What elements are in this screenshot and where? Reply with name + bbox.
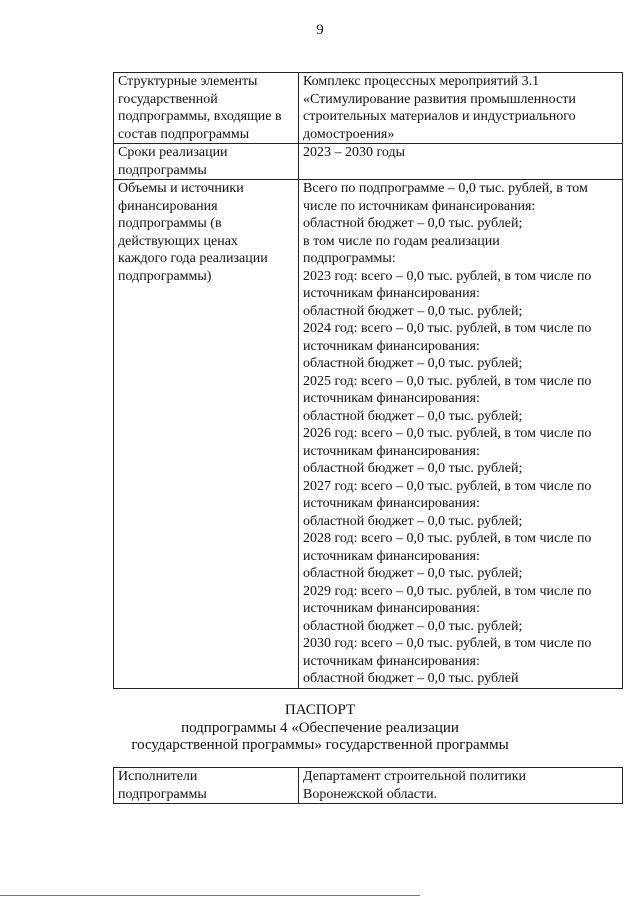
label-line: Сроки реализации <box>118 145 228 160</box>
value-line: областной бюджет – 0,0 тыс. рублей; <box>303 513 523 529</box>
table-row <box>114 180 623 689</box>
value-line: областной бюджет – 0,0 тыс. рублей; <box>303 408 523 424</box>
value-line: источникам финансирования: <box>303 338 480 354</box>
value-line: источникам финансирования: <box>303 496 480 511</box>
value-line: 2023 год: всего – 0,0 тыс. рублей, в том числе по <box>303 268 592 284</box>
label-line: подпрограммы, входящие в <box>118 109 282 124</box>
table-row <box>114 768 623 804</box>
row-label-cell <box>114 180 299 689</box>
value-line: областной бюджет – 0,0 тыс. рублей; <box>303 618 523 634</box>
row-label-cell <box>114 73 299 144</box>
value-line: источникам финансирования: <box>303 601 480 616</box>
row-value-cell <box>299 180 623 689</box>
value-line: областной бюджет – 0,0 тыс. рублей; <box>303 303 523 319</box>
value-line: 2028 год: всего – 0,0 тыс. рублей, в том числе по <box>303 531 592 546</box>
label-line: Объемы и источники <box>118 181 244 196</box>
value-line: 2024 год: всего – 0,0 тыс. рублей, в том числе по <box>303 321 592 336</box>
section-heading <box>0 702 640 755</box>
label-line: подпрограммы <box>118 162 207 178</box>
value-line: источникам финансирования: <box>303 286 480 301</box>
label-line: Исполнители <box>118 769 198 784</box>
value-line: областной бюджет – 0,0 тыс. рублей; <box>303 461 523 476</box>
label-line: подпрограммы (в <box>118 216 222 231</box>
value-line: источникам финансирования: <box>303 653 480 669</box>
value-line: Всего по подпрограмме – 0,0 тыс. рублей, в том <box>303 181 588 196</box>
label-line: состав подпрограммы <box>118 126 250 142</box>
value-line: подпрограммы: <box>303 251 396 266</box>
label-line: подпрограммы) <box>118 268 212 284</box>
value-line: источникам финансирования: <box>303 548 480 564</box>
row-value-cell <box>299 73 623 144</box>
value-line: 2025 год: всего – 0,0 тыс. рублей, в том числе по <box>303 373 592 389</box>
value-line: «Стимулирование развития промышленности <box>303 91 576 107</box>
value-line: числе по источникам финансирования: <box>303 198 536 214</box>
value-line: Департамент строительной политики <box>303 769 527 784</box>
value-line: 2027 год: всего – 0,0 тыс. рублей, в том числе по <box>303 478 592 494</box>
section-subtitle-line-1: подпрограммы 4 «Обеспечение реализации <box>181 719 459 736</box>
page-number: 9 <box>316 22 324 38</box>
passport-table-top-body <box>114 73 623 689</box>
value-line: областной бюджет – 0,0 тыс. рублей; <box>303 566 523 581</box>
passport-table-top <box>113 72 623 689</box>
table-row <box>114 73 623 144</box>
label-line: Структурные элементы <box>118 74 258 89</box>
value-line: областной бюджет – 0,0 тыс. рублей; <box>303 216 523 231</box>
label-line: действующих ценах <box>118 233 238 249</box>
value-line: 2030 год: всего – 0,0 тыс. рублей, в том числе по <box>303 636 592 651</box>
value-line: 2029 год: всего – 0,0 тыс. рублей, в том числе по <box>303 583 592 599</box>
section-subtitle-line-2: государственной программы» государственной программы <box>131 737 509 753</box>
passport-table-bottom <box>113 767 623 804</box>
value-line: источникам финансирования: <box>303 391 480 406</box>
value-line: областной бюджет – 0,0 тыс. рублей; <box>303 356 523 371</box>
value-line: Воронежской области. <box>303 786 438 802</box>
value-line: областной бюджет – 0,0 тыс. рублей <box>303 671 519 686</box>
footer-rule <box>0 895 420 896</box>
passport-table-bottom-body <box>114 768 623 804</box>
label-line: подпрограммы <box>118 786 207 802</box>
section-title: ПАСПОРТ <box>284 702 356 718</box>
label-line: каждого года реализации <box>118 251 268 266</box>
value-line: 2023 – 2030 годы <box>303 145 406 160</box>
value-line: Комплекс процессных мероприятий 3.1 <box>303 74 540 89</box>
row-value-cell <box>299 768 623 804</box>
label-line: финансирования <box>118 198 218 214</box>
row-value-cell <box>299 144 623 180</box>
value-line: домостроения» <box>303 126 395 142</box>
table-row <box>114 144 623 180</box>
value-line: 2026 год: всего – 0,0 тыс. рублей, в том числе по <box>303 426 592 441</box>
value-line: строительных материалов и индустриального <box>303 109 576 124</box>
label-line: государственной <box>118 91 218 107</box>
row-label-cell <box>114 144 299 180</box>
value-line: источникам финансирования: <box>303 443 480 459</box>
row-label-cell <box>114 768 299 804</box>
value-line: в том числе по годам реализации <box>303 233 500 249</box>
